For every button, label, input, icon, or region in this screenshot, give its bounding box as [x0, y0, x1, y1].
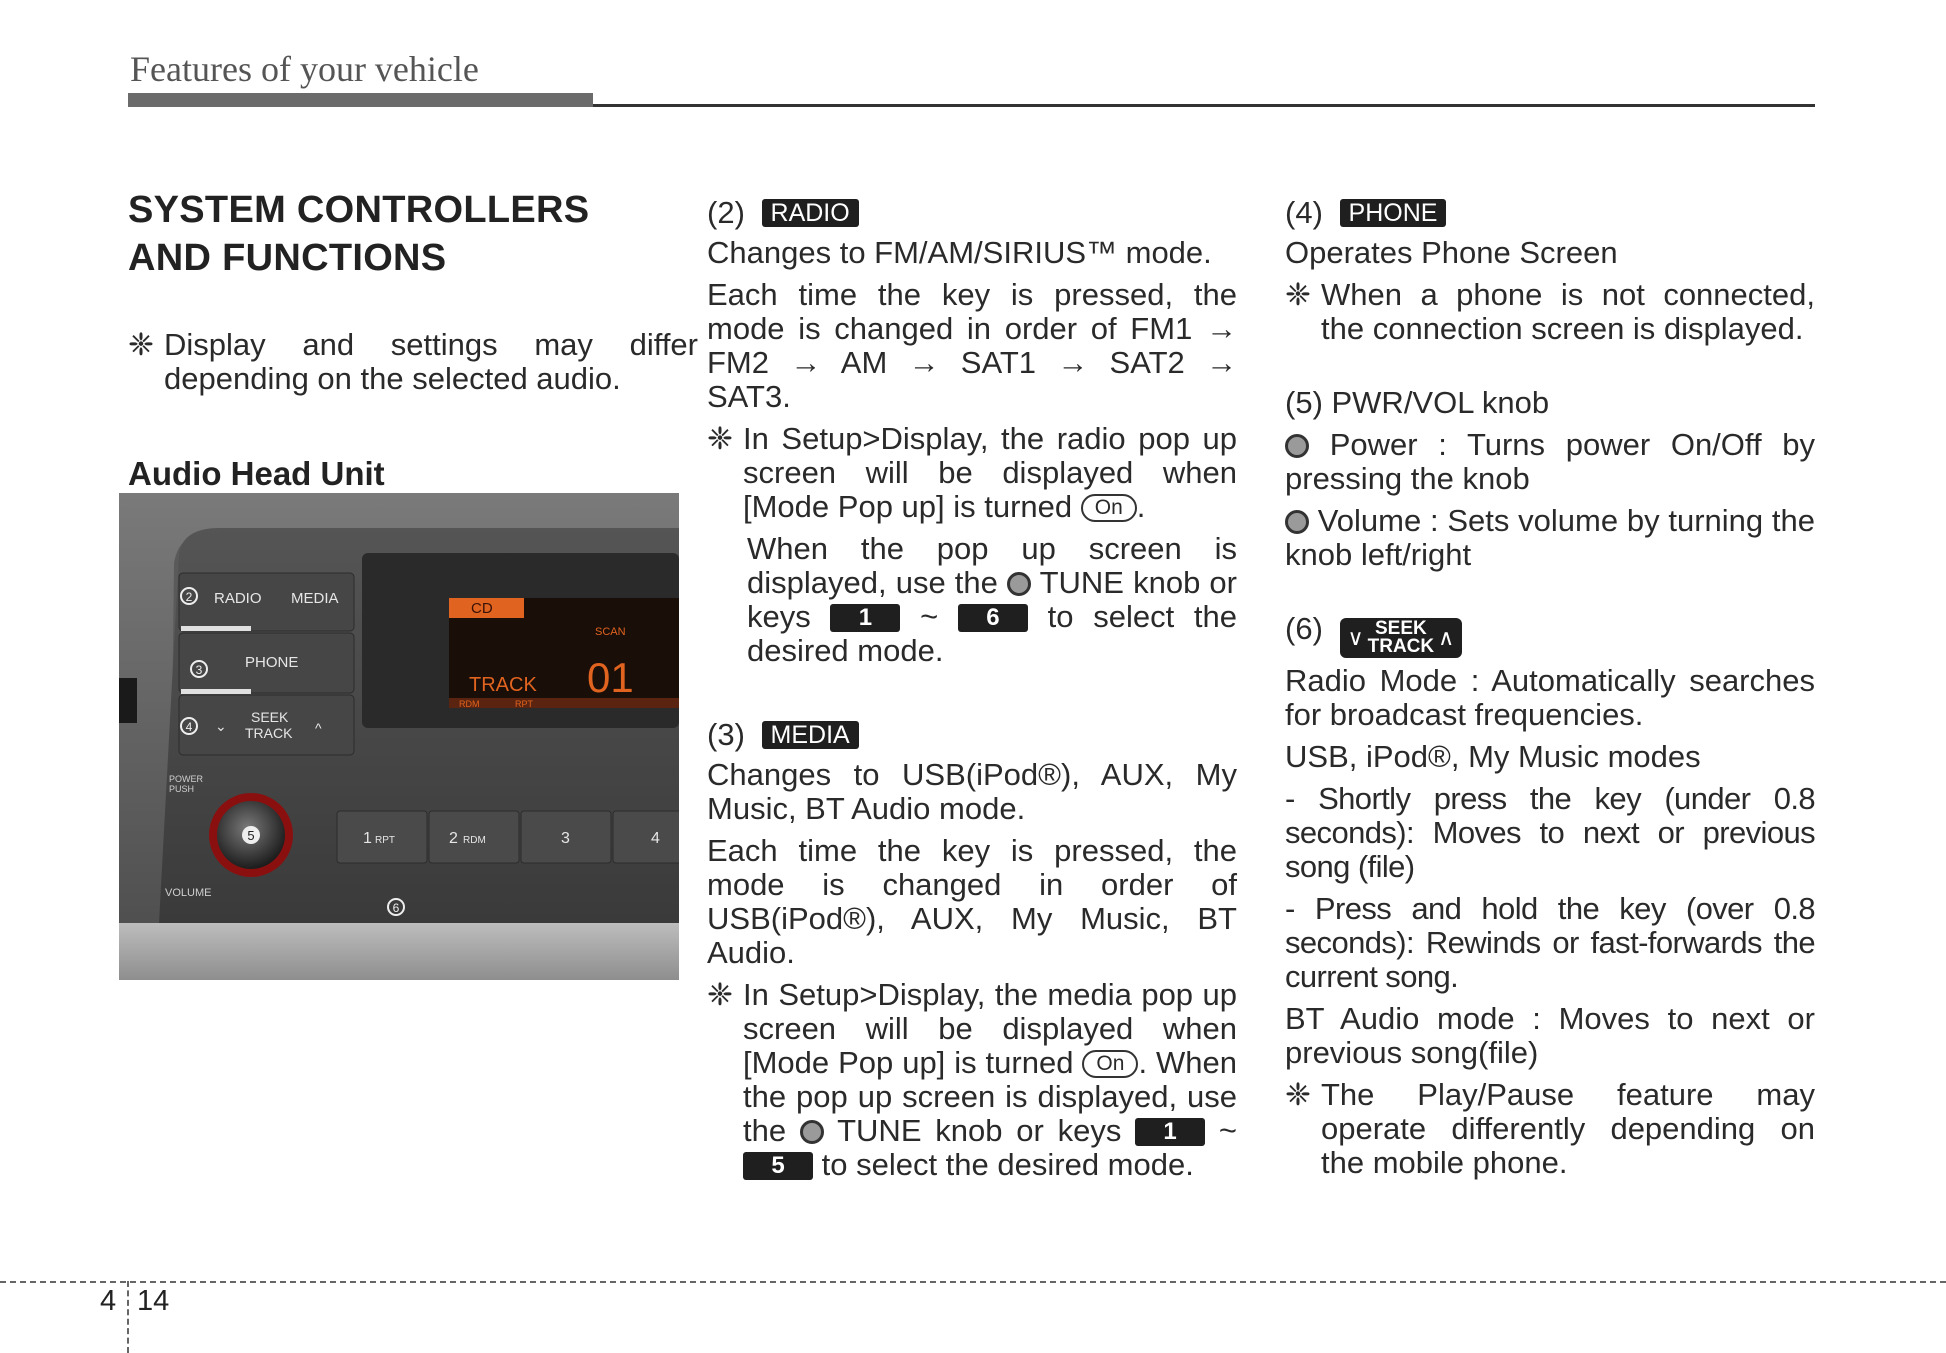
radio-note	[707, 422, 1237, 524]
display-note-text: Display and settings may differ depending on the selected audio.	[164, 327, 698, 396]
media-note-b3: to select the desired mode.	[821, 1147, 1194, 1182]
tilde: ~	[1218, 1113, 1237, 1148]
display-track-label: TRACK	[469, 674, 537, 696]
knob-icon	[1285, 510, 1309, 534]
volume-label: VOLUME	[165, 887, 212, 899]
callout-5: 5	[247, 828, 255, 843]
callout-4: 4	[185, 720, 193, 734]
radio-note-b2: TUNE knob or keys	[747, 565, 1237, 634]
radio-heading	[707, 196, 1237, 230]
radio-note-b	[707, 532, 1237, 668]
footer-section-number: 4	[100, 1285, 117, 1317]
media-note-a: In Setup>Display, the media pop up screen will be displayed when [Mode Pop up] is turned	[743, 977, 1237, 1080]
media-button-label: MEDIA	[291, 590, 339, 607]
page-title-line2: AND FUNCTIONS	[128, 237, 447, 279]
seek-bullet-1: - Shortly press the key (under 0.8 seconds): Moves to next or previous song (file)	[1285, 781, 1815, 884]
seek-bt-mode: BT Audio mode : Moves to next or previous song(file)	[1285, 1001, 1815, 1070]
note-mark-icon: ❈	[1285, 1077, 1311, 1112]
phone-key-label: PHONE	[1340, 199, 1447, 227]
power-label: POWER	[169, 774, 204, 784]
footer-divider	[0, 1281, 1946, 1283]
media-num: (3)	[707, 717, 745, 752]
preset-2-number: 2	[449, 830, 458, 847]
media-p1: Changes to USB(iPod®), AUX, My Music, BT Audio mode.	[707, 757, 1237, 826]
seek-down-chevron-icon: ⌄	[215, 718, 227, 734]
radio-button-label: RADIO	[214, 590, 262, 607]
media-note	[707, 978, 1237, 1182]
preset-4-number: 4	[651, 830, 660, 847]
pwr-title: (5) PWR/VOL knob	[1285, 385, 1550, 420]
seek-up-chevron-icon: ^	[315, 720, 322, 736]
preset-key-from: 1	[1135, 1118, 1205, 1146]
push-label: PUSH	[169, 784, 195, 794]
display-scan: SCAN	[595, 626, 626, 638]
display-rdm: RDM	[459, 699, 480, 709]
tilde: ~	[920, 599, 939, 634]
media-key-label: MEDIA	[762, 721, 859, 749]
phone-heading	[1285, 196, 1815, 230]
callout-3: 3	[195, 663, 203, 677]
header-section-title: Features of your vehicle	[130, 49, 479, 89]
chevron-down-icon: ∨	[1347, 625, 1364, 650]
media-heading	[707, 718, 1237, 752]
page-title	[128, 186, 589, 282]
seek-button-label: SEEK	[251, 709, 289, 725]
seek-key-bottom: TRACK	[1367, 636, 1435, 657]
preset-3-number: 3	[561, 830, 570, 847]
on-indicator: On	[1081, 494, 1137, 522]
header-rule-thin	[593, 104, 1815, 107]
page-title-line1: SYSTEM CONTROLLERS	[128, 189, 590, 231]
phone-note-text: When a phone is not connected, the connection screen is displayed.	[1321, 277, 1815, 346]
subheading-audio-head-unit: Audio Head Unit	[128, 455, 385, 492]
radio-p1: Changes to FM/AM/SIRIUS™ mode.	[707, 235, 1212, 270]
radio-note-b1: When the pop up screen is displayed, use the	[747, 531, 1237, 600]
preset-key-to: 5	[743, 1152, 813, 1180]
media-note-b2: TUNE knob or keys	[837, 1113, 1122, 1148]
seek-num: (6)	[1285, 611, 1323, 646]
preset-1-number: 1	[363, 830, 372, 847]
pwr-power-text: Power : Turns power On/Off by pressing the knob	[1285, 427, 1815, 496]
seek-note	[1285, 1078, 1815, 1180]
column-middle	[707, 196, 1237, 1190]
seek-note-text: The Play/Pause feature may operate differently depending on the mobile phone.	[1321, 1077, 1815, 1180]
seek-key-top: SEEK	[1375, 618, 1427, 639]
preset-key-from: 1	[830, 604, 900, 632]
radio-note-a-end: .	[1136, 489, 1146, 524]
pwr-volume	[1285, 504, 1815, 572]
display-rpt: RPT	[515, 699, 533, 709]
audio-head-unit-figure	[119, 493, 679, 980]
callout-6: 6	[392, 901, 400, 915]
header-rule-thick	[128, 93, 593, 107]
pwr-volume-text: Volume : Sets volume by turning the knob left/right	[1285, 503, 1815, 572]
seek-bullet-2: - Press and hold the key (over 0.8 seconds): Rewinds or fast-forwards the current song.	[1285, 891, 1815, 994]
phone-button-label: PHONE	[245, 654, 299, 671]
seek-heading	[1285, 612, 1815, 658]
note-mark-icon: ❈	[1285, 277, 1311, 312]
seek-track-key-text	[1368, 620, 1435, 656]
note-mark-icon: ❈	[707, 977, 733, 1012]
track-button-label: TRACK	[245, 725, 293, 741]
note-mark-icon: ❈	[707, 421, 733, 456]
tune-knob-icon	[1007, 572, 1031, 596]
phone-note	[1285, 278, 1815, 346]
radio-key-label: RADIO	[762, 199, 859, 227]
phone-num: (4)	[1285, 195, 1323, 230]
preset-2-sub: RDM	[463, 835, 486, 846]
callout-2: 2	[185, 590, 193, 604]
media-p2: Each time the key is pressed, the mode is changed in order of USB(iPod®), AUX, My Music, BT Audio.	[707, 833, 1237, 970]
note-mark-icon: ❈	[128, 327, 154, 362]
radio-note-b3: to select the desired mode.	[747, 599, 1237, 668]
display-track-number: 01	[587, 654, 634, 701]
media-note-a-end: .	[1138, 1045, 1148, 1080]
radio-num: (2)	[707, 195, 745, 230]
seek-usb-modes: USB, iPod®, My Music modes	[1285, 739, 1701, 774]
footer-page-divider	[127, 1281, 129, 1353]
preset-key-to: 6	[958, 604, 1028, 632]
tune-knob-icon	[800, 1120, 824, 1144]
seek-radio-mode: Radio Mode : Automatically searches for broadcast frequencies.	[1285, 663, 1815, 732]
phone-p1: Operates Phone Screen	[1285, 235, 1618, 270]
display-note	[128, 328, 698, 396]
display-source: CD	[471, 600, 493, 617]
knob-icon	[1285, 434, 1309, 458]
pwr-power	[1285, 428, 1815, 496]
column-right	[1285, 196, 1815, 1188]
on-indicator: On	[1082, 1050, 1138, 1078]
head-unit-illustration	[119, 493, 679, 980]
radio-note-a: In Setup>Display, the radio pop up screen will be displayed when [Mode Pop up] is turned	[743, 421, 1237, 524]
footer-page-number: 14	[137, 1285, 170, 1317]
chevron-up-icon: ∧	[1438, 625, 1455, 650]
media-note-b1: When the pop up screen is displayed, use the	[743, 1045, 1237, 1148]
seek-track-key	[1340, 618, 1463, 658]
preset-1-sub: RPT	[375, 835, 395, 846]
radio-p2: Each time the key is pressed, the mode is changed in order of FM1 → FM2 → AM → SAT1 → SAT2 → SAT3.	[707, 277, 1237, 414]
